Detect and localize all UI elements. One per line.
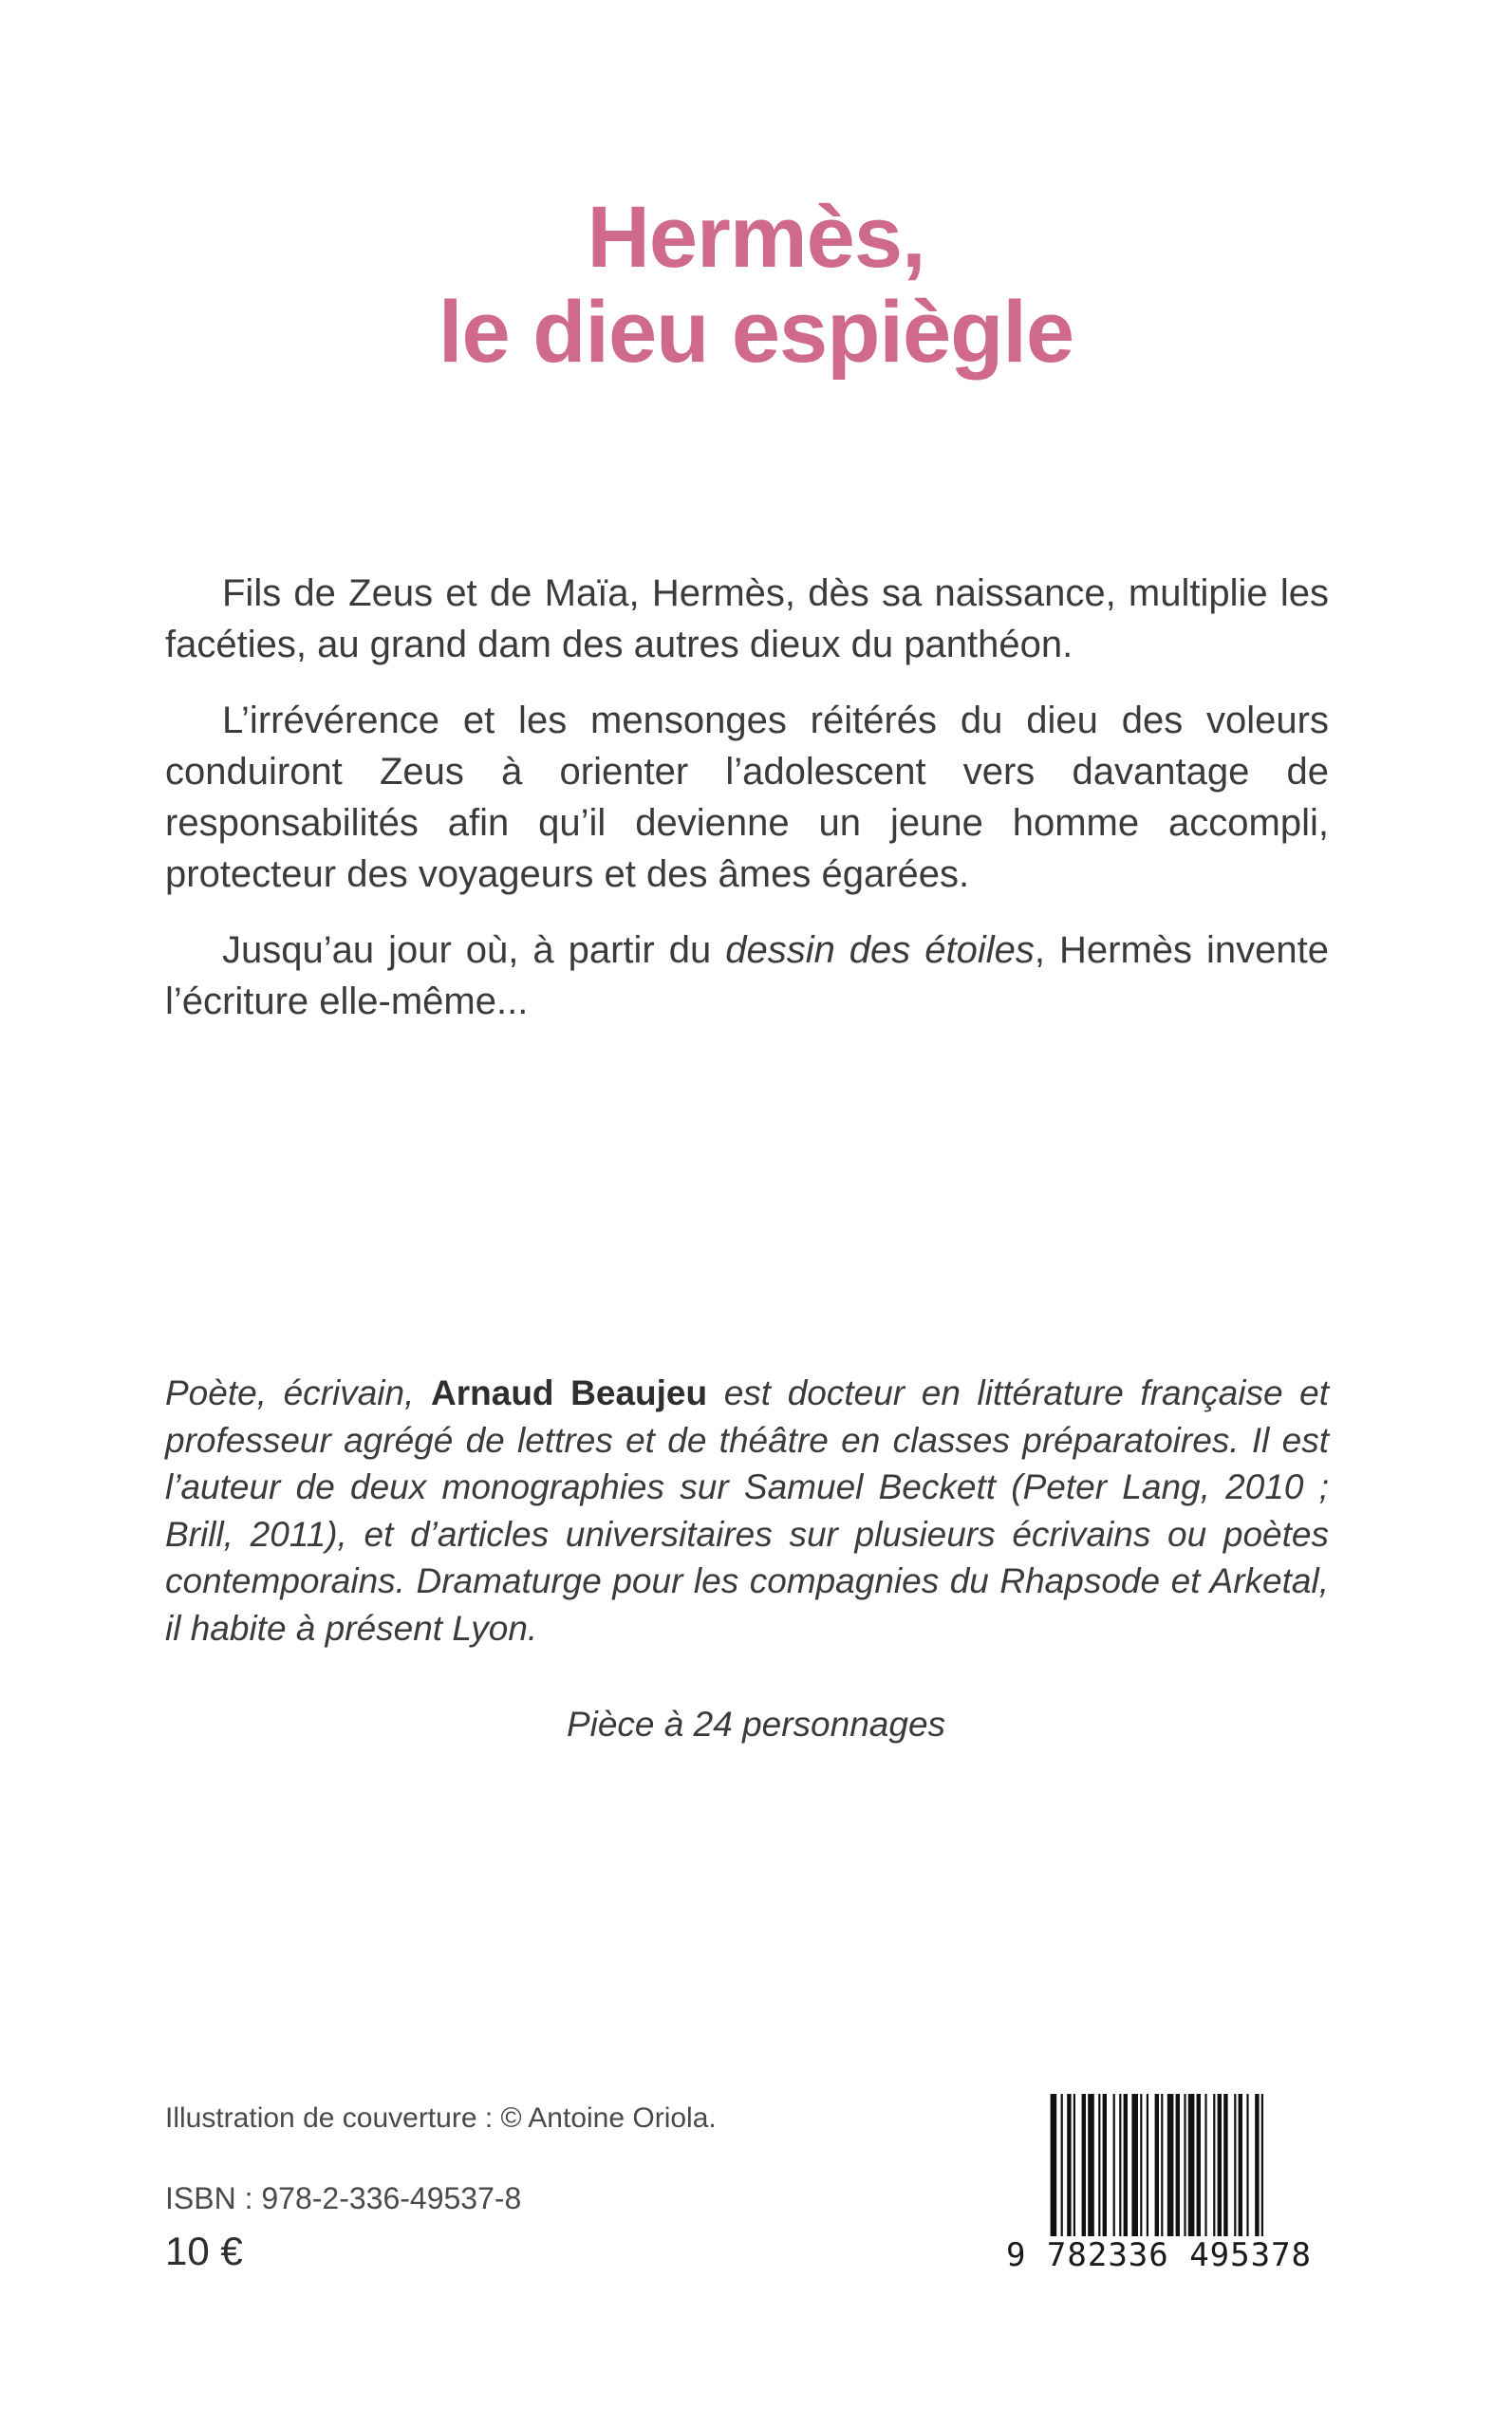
barcode-bar <box>1073 2094 1075 2236</box>
play-info: Pièce à 24 personnages <box>566 1705 946 1744</box>
barcode-bar <box>1082 2094 1086 2236</box>
isbn: ISBN : 978-2-336-49537-8 <box>165 2181 522 2215</box>
illustration-credit: Illustration de couverture : © Antoine Oriola. <box>165 2102 717 2134</box>
synopsis-paragraph-3 <box>165 924 1329 1027</box>
barcode-bar <box>1155 2094 1159 2246</box>
barcode-bar <box>1197 2094 1201 2236</box>
barcode-bar <box>1067 2094 1071 2236</box>
book-title <box>0 190 1512 380</box>
synopsis-p3-start: Jusqu’au jour où, à partir du <box>222 929 726 971</box>
barcode-bar <box>1088 2094 1094 2236</box>
author-bio <box>165 1370 1329 1652</box>
synopsis <box>165 568 1329 1052</box>
barcode-bar <box>1119 2094 1121 2236</box>
synopsis-paragraph-2: L’irrévérence et les mensonges réitérés du dieu des voleurs conduiront Zeus à orienter l’adolescent vers davantage de responsabilités afin qu’il devienne un jeune homme accompli, protecteur des voyageurs et des âmes égarées. <box>165 700 1329 895</box>
barcode-bar <box>1124 2094 1128 2236</box>
barcode-bar <box>1218 2094 1222 2236</box>
barcode-bar <box>1188 2094 1195 2236</box>
author-name: Arnaud Beaujeu <box>431 1373 708 1412</box>
barcode-bar <box>1113 2094 1115 2236</box>
book-title-line2: le dieu espiègle <box>438 284 1074 381</box>
barcode-bar <box>1167 2094 1174 2236</box>
barcode-bar <box>1255 2094 1259 2236</box>
synopsis-p3-end: , Hermès invente l’écriture elle-même... <box>165 929 1330 1022</box>
barcode-digits: 9 782336 495378 <box>987 2236 1331 2274</box>
barcode-bar <box>1098 2094 1100 2236</box>
price: 10 € <box>165 2229 243 2273</box>
barcode-bar <box>1239 2094 1242 2236</box>
book-title-line1: Hermès, <box>587 189 925 286</box>
barcode-bar <box>1161 2094 1163 2246</box>
barcode <box>987 2094 1331 2274</box>
barcode-bar <box>1103 2094 1107 2236</box>
barcode-bar <box>1184 2094 1185 2236</box>
barcode-bar <box>1246 2094 1248 2236</box>
author-bio-rest: est docteur en littérature française et professeur agrégé de lettres et de théâtre en classes préparatoires. Il est l’auteur de deux monographies sur Samuel Beckett (Peter Lang, 2010 ; Brill, 2011), et d’articles universitaires sur plusieurs écrivains ou poètes contemporains. Dramaturge pour les compagnies du Rhapsode et Arketal, il habite à présent Lyon. <box>165 1373 1330 1648</box>
synopsis-p3-italic: dessin des étoiles <box>725 929 1035 971</box>
barcode-bar <box>1261 2094 1263 2246</box>
barcode-bar <box>1140 2094 1142 2236</box>
barcode-bar <box>1051 2094 1057 2246</box>
barcode-bars <box>987 2094 1331 2246</box>
barcode-bar <box>1131 2094 1138 2236</box>
barcode-bar <box>1176 2094 1180 2236</box>
barcode-bar <box>1223 2094 1227 2236</box>
synopsis-paragraph-1: Fils de Zeus et de Maïa, Hermès, dès sa naissance, multiplie les facéties, au grand dam des autres dieux du panthéon. <box>165 572 1329 665</box>
barcode-bar <box>1061 2094 1063 2246</box>
barcode-bar <box>1213 2094 1215 2236</box>
author-bio-start: Poète, écrivain, <box>165 1373 432 1412</box>
barcode-bar <box>1147 2094 1148 2236</box>
barcode-bar <box>1204 2094 1206 2236</box>
barcode-bar <box>1234 2094 1236 2236</box>
